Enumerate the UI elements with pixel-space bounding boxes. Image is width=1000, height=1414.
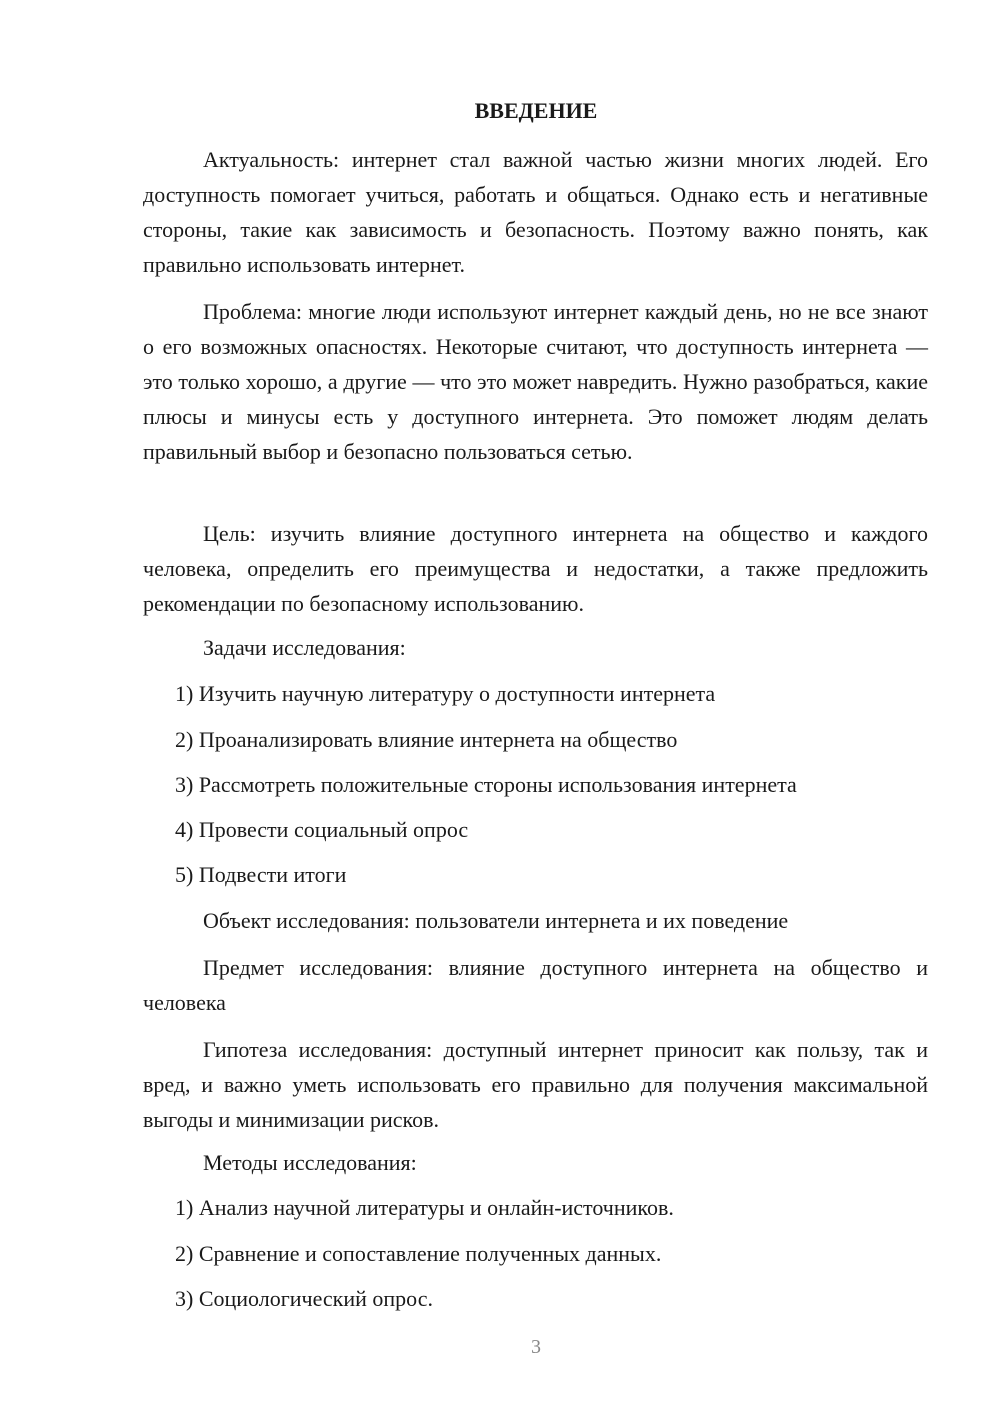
list-item-task-1: 1) Изучить научную литературу о доступности интернета: [175, 681, 716, 706]
list-item-task-4: 4) Провести социальный опрос: [175, 817, 469, 842]
list-item-task-2: 2) Проанализировать влияние интернета на общество: [175, 727, 678, 752]
methods-heading: Методы исследования:: [203, 1150, 417, 1175]
object-line: Объект исследования: пользователи интернета и их поведение: [203, 908, 789, 933]
page-number: 3: [531, 1336, 541, 1358]
list-item-method-1: 1) Анализ научной литературы и онлайн-источников.: [175, 1195, 674, 1220]
hypothesis-paragraph: Гипотеза исследования: доступный интернет приносит как пользу, так и вред, и важно уметь использовать его правильно для получения максимальной выгоды и минимизации рисков.: [143, 1037, 928, 1132]
tasks-heading: Задачи исследования:: [203, 635, 406, 660]
goal-paragraph: Цель: изучить влияние доступного интернета на общество и каждого человека, определить его преимущества и недостатки, а также предложить рекомендации по безопасному использованию.: [143, 521, 928, 616]
subject-paragraph: Предмет исследования: влияние доступного интернета на общество и человека: [143, 955, 928, 1015]
list-item-method-3: 3) Социологический опрос.: [175, 1286, 433, 1311]
list-item-task-3: 3) Рассмотреть положительные стороны использования интернета: [175, 772, 797, 797]
problem-paragraph: Проблема: многие люди используют интернет каждый день, но не все знают о его возможных опасностях. Некоторые считают, что доступность интернета — это только хорошо, а другие — что это может навредить. Нужно разобраться, какие плюсы и минусы есть у доступного интернета. Это поможет людям делать правильный выбор и безопасно пользоваться сетью.: [143, 299, 928, 464]
relevance-paragraph: Актуальность: интернет стал важной частью жизни многих людей. Его доступность помогает учиться, работать и общаться. Однако есть и негативные стороны, такие как зависимость и безопасность. Поэтому важно понять, как правильно использовать интернет.: [143, 147, 928, 277]
page-title: ВВЕДЕНИЕ: [474, 98, 598, 123]
list-item-method-2: 2) Сравнение и сопоставление полученных данных.: [175, 1241, 662, 1266]
list-item-task-5: 5) Подвести итоги: [175, 862, 347, 887]
